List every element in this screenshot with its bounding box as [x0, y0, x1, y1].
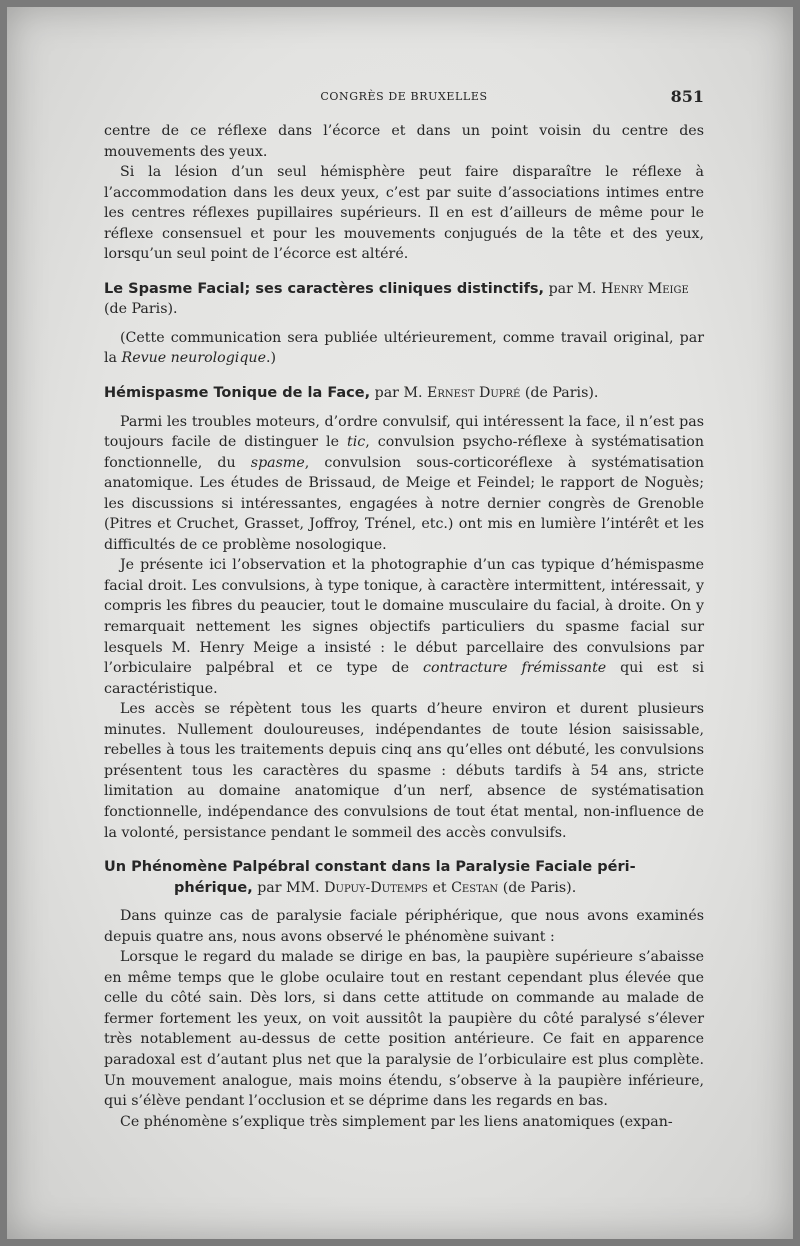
page-number: 851: [670, 87, 704, 106]
paragraph: Ce phénomène s’explique très simplement par les liens anatomiques (expan-: [120, 1113, 673, 1130]
author-name: Cestan: [451, 879, 499, 896]
journal-name: Revue neurologique: [121, 350, 266, 367]
paragraph: Si la lésion d’un seul hémisphère peut faire disparaître le réflexe à l’accommodation dans les deux yeux, c’est par suite d’associations intimes entre les centres réflexes pupillaires supérieurs. Il en est d’ailleurs de même pour le réflexe consensuel et pour les mouvements conjugués de la tête et des yeux, lorsqu’un seul point de l’écorce est altéré.: [104, 164, 704, 263]
body-text: [104, 121, 704, 1132]
paragraph: Lorsque le regard du malade se dirige en bas, la paupière supérieure s’abaisse en même temps que le globe oculaire tout en restant cependant plus élevée que celle du côté sain. Dès lors, si dans cette attitude on commande au malade de fermer fortement les yeux, on voit aussitôt la paupière du côté paralysé s’élever très notablement au-dessus de cette position antérieure. Ce fait en apparence paradoxal est d’autant plus net que la paralysie de l’orbiculaire est plus complète. Un mouvement analogue, mais moins étendu, s’observe à la paupière inférieure, qui s’élève pendant l’occlusion et se déprime dans les regards en bas.: [104, 949, 704, 1110]
paragraph: centre de ce réflexe dans l’écorce et dans un point voisin du centre des mouvements des yeux.: [104, 123, 704, 160]
section-title: Hémispasme Tonique de la Face,: [104, 385, 371, 402]
section-title: Un Phénomène Palpébral constant dans la Paralysie Faciale péri-: [104, 859, 636, 876]
running-title: CONGRÈS DE BRUXELLES: [320, 90, 488, 103]
author-name: Dupuy-Dutemps: [324, 879, 428, 896]
author-name: Henry Meige: [600, 280, 689, 297]
section-heading-spasme-facial: Le Spasme Facial; ses caractères cliniques distinctifs, par M. Henry Meige (de Paris).: [104, 280, 689, 318]
section-title: Le Spasme Facial; ses caractères cliniques distinctifs,: [104, 280, 545, 297]
paragraph: Parmi les troubles moteurs, d’ordre convulsif, qui intéressent la face, il n’est pas toujours facile de distinguer le tic, convulsion psycho-réflexe à systématisation fonctionnelle, du spasme, convulsion sous-corticoréflexe à systématisation anatomique. Les études de Brissaud, de Meige et Feindel; le rapport de Noguès; les discussions si intéressantes, engagées à notre dernier congrès de Grenoble (Pitres et Cruchet, Grasset, Joffroy, Trénel, etc.) ont mis en lumière l’intérêt et les difficultés de ce problème nosologique.: [104, 413, 704, 553]
author-name: Ernest Dupré: [427, 385, 521, 402]
paragraph: Les accès se répètent tous les quarts d’heure environ et durent plusieurs minutes. Nullement douloureuses, indépendantes de toute lésion saisissable, rebelles à tous les traitements depuis cinq ans qu’elles ont débuté, les convulsions présentent tous les caractères du spasme : débuts tardifs à 54 ans, stricte limitation au domaine anatomique d’un nerf, absence de systématisation fonctionnelle, indépendance des convulsions de tout état mental, non-influence de la volonté, persistance pendant le sommeil des accès convulsifs.: [104, 701, 704, 841]
section-heading-hemispasme: Hémispasme Tonique de la Face, par M. Ernest Dupré (de Paris).: [104, 385, 599, 402]
section-heading-phenomene-palpebral: Un Phénomène Palpébral constant dans la Paralysie Faciale péri- phérique, par MM. Dupuy-Dutemps et Cestan (de Paris).: [104, 857, 704, 898]
paragraph: Dans quinze cas de paralysie faciale périphérique, que nous avons examinés depuis quatre ans, nous avons observé le phénomène suivant :: [104, 908, 704, 945]
paragraph: (Cette communication sera publiée ultérieurement, comme travail original, par la Revue neurologique.): [104, 329, 704, 367]
running-head: [104, 87, 704, 110]
paragraph: Je présente ici l’observation et la photographie d’un cas typique d’hémispasme facial droit. Les convulsions, à type tonique, à caractère intermittent, intéressait, y compris les fibres du peaucier, tout le domaine musculaire du facial, à droite. On y remarquait nettement les signes objectifs particuliers du spasme facial sur lesquels M. Henry Meige a insisté : le début parcellaire des convulsions par l’orbiculaire palpébral et ce type de contracture frémissante qui est si caractéristique.: [104, 557, 704, 697]
